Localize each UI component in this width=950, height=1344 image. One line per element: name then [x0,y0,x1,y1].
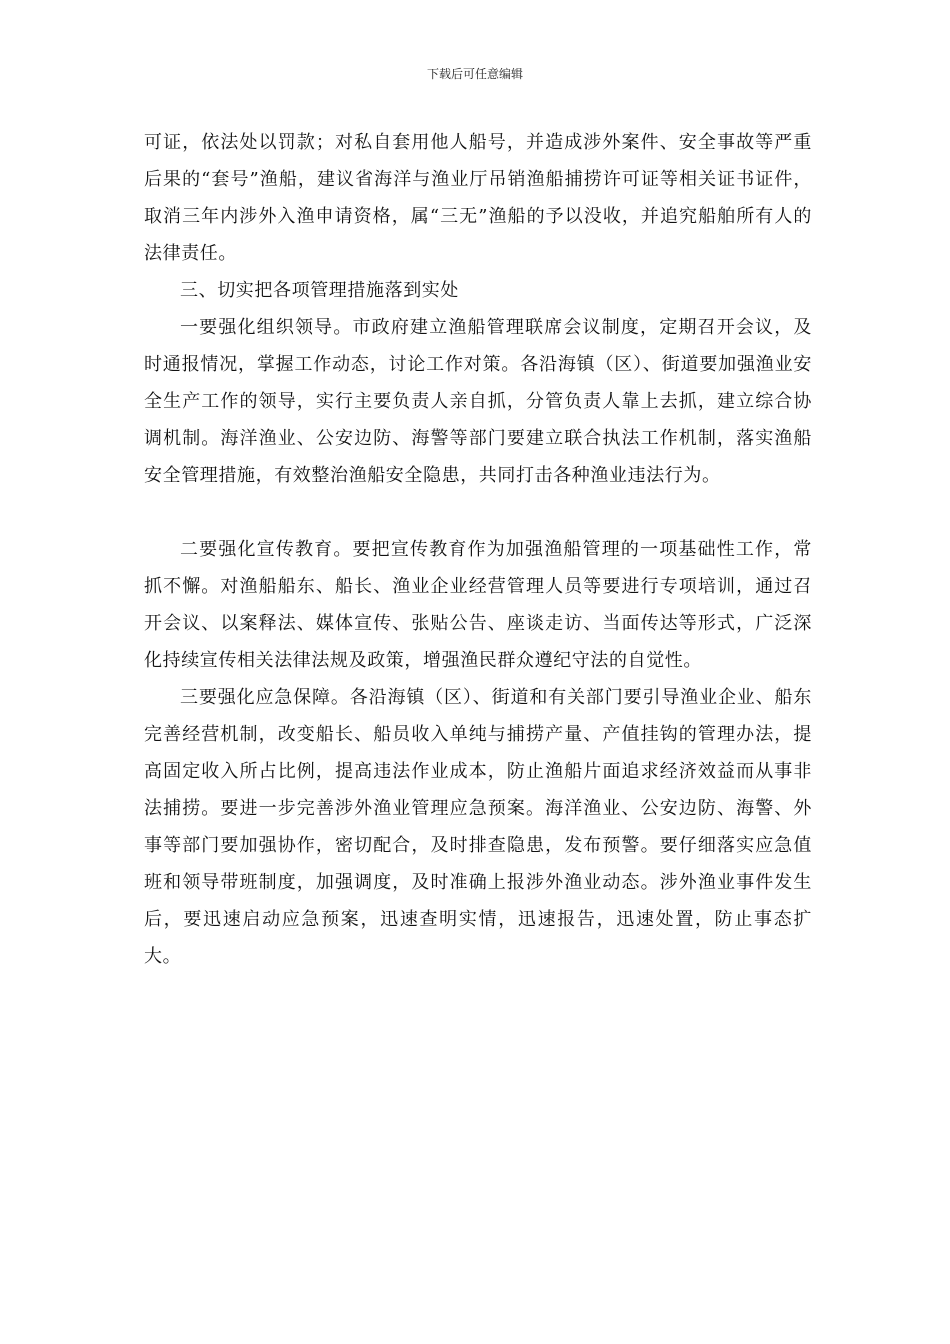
page-header-note: 下载后可任意编辑 [426,67,523,81]
paragraph-continuation: 可证，依法处以罚款；对私自套用他人船号，并造成涉外案件、安全事故等严重后果的“套号”渔船，建议省海洋与渔业厅吊销渔船捕捞许可证等相关证书证件，取消三年内涉外入渔申请资格，属“三无”渔船的予以没收，并追究船舶所有人的法律责任。 [144,132,812,264]
paragraph-emergency-support: 三要强化应急保障。各沿海镇（区）、街道和有关部门要引导渔业企业、船东完善经营机制，改变船长、船员收入单纯与捕捞产量、产值挂钩的管理办法，提高固定收入所占比例，提高违法作业成本，防止渔船片面追求经济效益而从事非法捕捞。要进一步完善涉外渔业管理应急预案。海洋渔业、公安边防、海警、外事等部门要加强协作，密切配合，及时排查隐患，发布预警。要仔细落实应急值班和领导带班制度，加强调度，及时准确上报涉外渔业动态。涉外渔业事件发生后，要迅速启动应急预案，迅速查明实情，迅速报告，迅速处置，防止事态扩大。 [144,687,812,967]
paragraph-spacer [144,494,812,531]
paragraph-publicity-education: 二要强化宣传教育。要把宣传教育作为加强渔船管理的一项基础性工作，常抓不懈。对渔船船东、船长、渔业企业经营管理人员等要进行专项培训，通过召开会议、以案释法、媒体宣传、张贴公告、座谈走访、当面传达等形式，广泛深化持续宣传相关法律法规及政策，增强渔民群众遵纪守法的自觉性。 [144,539,812,671]
paragraph-organization-leadership: 一要强化组织领导。市政府建立渔船管理联席会议制度，定期召开会议，及时通报情况，掌握工作动态，讨论工作对策。各沿海镇（区）、街道要加强渔业安全生产工作的领导，实行主要负责人亲自抓，分管负责人靠上去抓，建立综合协调机制。海洋渔业、公安边防、海警等部门要建立联合执法工作机制，落实渔船安全管理措施，有效整治渔船安全隐患，共同打击各种渔业违法行为。 [144,317,812,486]
section-heading: 三、切实把各项管理措施落到实处 [180,280,459,301]
document-body [144,124,812,975]
